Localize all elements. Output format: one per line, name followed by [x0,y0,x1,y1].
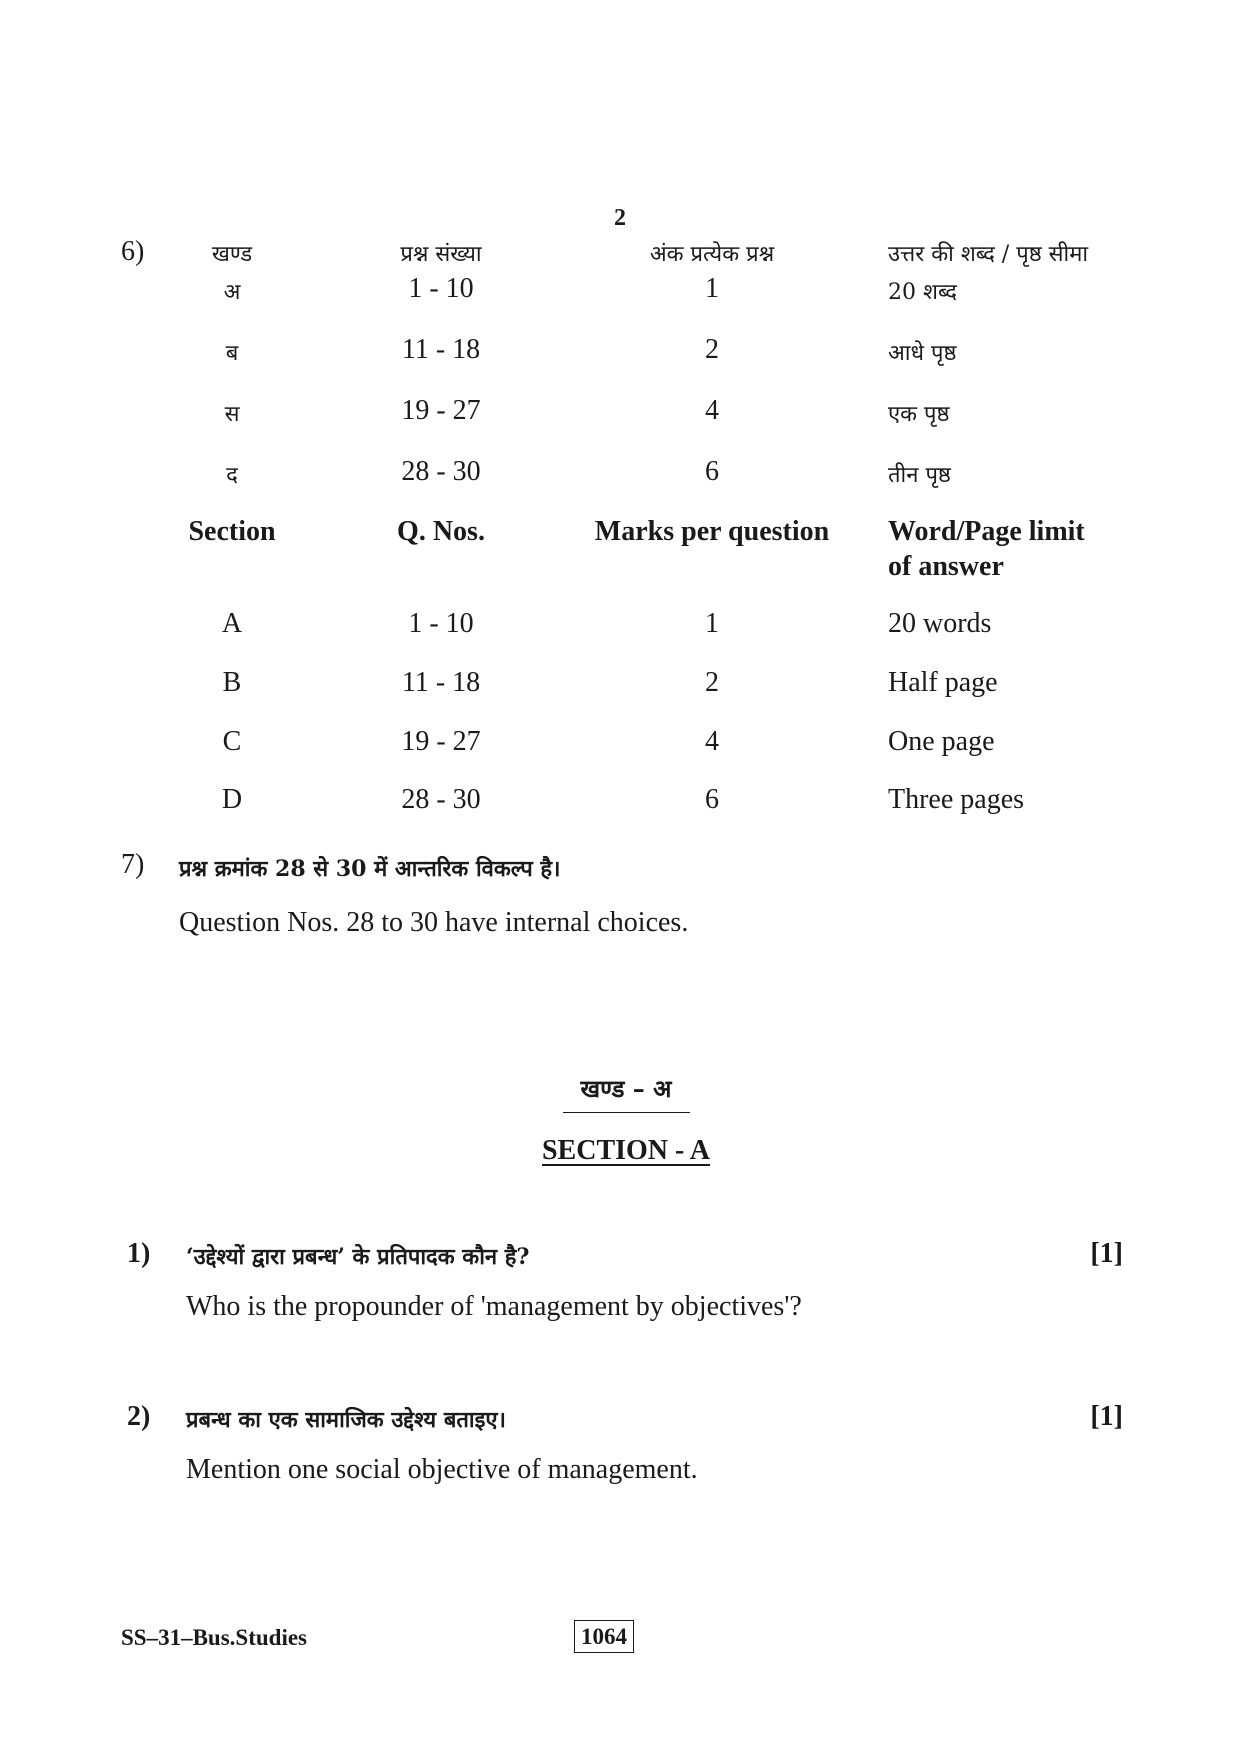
question-1-marks: [1] [1090,1238,1123,1269]
english-header-limit: Word/Page limit [888,516,1085,547]
english-row-3-limit: One page [888,726,995,757]
hindi-row-4-marks: 6 [705,456,719,487]
section-heading-hindi: खण्ड – अ [580,1074,672,1103]
english-row-1-section: A [221,608,243,639]
english-row-4-qnos: 28 - 30 [401,784,481,815]
question-1-english: Who is the propounder of 'management by objectives'? [186,1291,802,1322]
english-header-qnos: Q. Nos. [397,516,485,547]
hindi-row-2-qnos: 11 - 18 [401,334,481,365]
english-row-2-section: B [222,667,242,698]
english-row-1-marks: 1 [705,608,719,639]
section-heading-hindi-underline [563,1112,690,1113]
question-2-marks: [1] [1090,1401,1123,1432]
section-heading-english: SECTION - A [541,1135,711,1166]
question-2-number: 2) [127,1401,151,1432]
hindi-row-2-section: ब [225,341,239,366]
english-row-4-limit: Three pages [888,784,1025,815]
hindi-row-1-qnos: 1 - 10 [408,273,474,304]
english-row-2-marks: 2 [705,667,719,698]
hindi-row-1-section: अ [223,280,241,305]
hindi-header-section: खण्ड [211,242,253,267]
hindi-header-qnos: प्रश्न संख्या [400,242,482,267]
english-row-4-marks: 6 [705,784,719,815]
hindi-row-3-limit: एक पृष्ठ [888,402,950,427]
hindi-row-3-marks: 4 [705,395,719,426]
hindi-header-marks: अंक प्रत्येक प्रश्न [649,242,775,267]
hindi-row-4-limit: तीन पृष्ठ [888,463,951,488]
english-row-3-qnos: 19 - 27 [401,726,481,757]
hindi-header-limit: उत्तर की शब्द / पृष्ठ सीमा [888,242,1089,267]
hindi-row-1-marks: 1 [705,273,719,304]
instruction-7-number: 7) [121,849,145,880]
footer-paper-code: SS–31–Bus.Studies [121,1625,307,1650]
hindi-row-4-qnos: 28 - 30 [401,456,481,487]
hindi-row-3-qnos: 19 - 27 [401,395,481,426]
english-header-limit-line2: of answer [888,551,1004,582]
english-row-1-limit: 20 words [888,608,992,639]
footer-page-code: 1064 [574,1620,634,1653]
instruction-6-number: 6) [121,236,145,267]
question-2-hindi: प्रबन्ध का एक सामाजिक उद्देश्य बताइए। [186,1407,506,1433]
question-2-english: Mention one social objective of management. [186,1454,698,1485]
hindi-row-2-limit: आधे पृष्ठ [888,341,957,366]
hindi-row-3-section: स [224,402,240,427]
hindi-row-4-section: द [226,463,238,488]
question-1-hindi: ‘उद्देश्यों द्वारा प्रबन्ध’ के प्रतिपादक कौन है? [186,1244,530,1270]
english-row-4-section: D [221,784,243,815]
page-number: 2 [614,205,626,231]
english-header-marks: Marks per question [594,516,830,547]
instruction-7-hindi: प्रश्न क्रमांक 28 से 30 में आन्तरिक विकल्प है। [179,856,561,882]
english-row-1-qnos: 1 - 10 [408,608,474,639]
english-row-3-section: C [222,726,242,757]
instruction-7-english: Question Nos. 28 to 30 have internal choices. [179,907,689,938]
english-row-3-marks: 4 [705,726,719,757]
question-1-number: 1) [127,1238,151,1269]
hindi-row-2-marks: 2 [705,334,719,365]
hindi-row-1-limit: 20 शब्द [888,280,957,305]
english-row-2-qnos: 11 - 18 [401,667,481,698]
english-header-section: Section [188,516,276,547]
english-row-2-limit: Half page [888,667,998,698]
